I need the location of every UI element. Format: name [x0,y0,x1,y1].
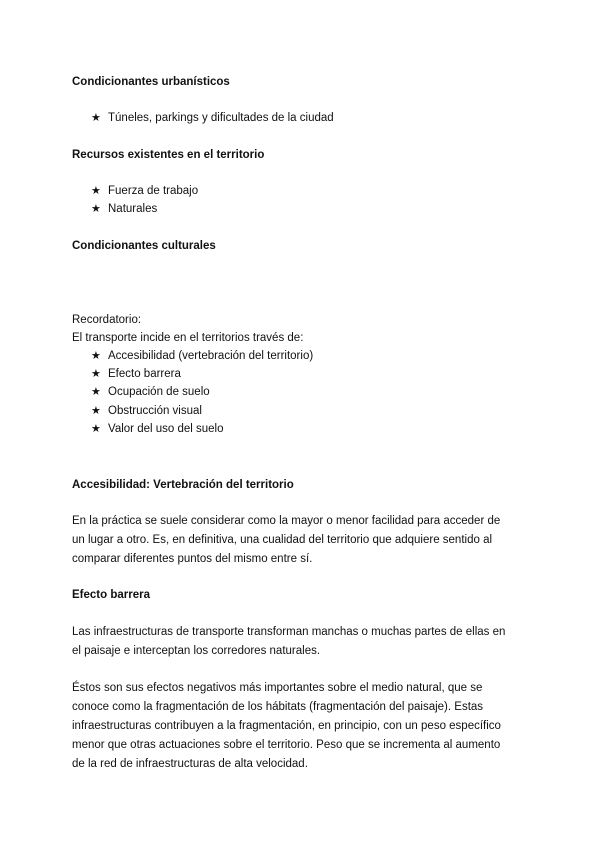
heading-efecto-barrera: Efecto barrera [72,589,150,601]
paragraph-barrera-2 [72,679,532,774]
paragraph-barrera-1 [72,623,532,661]
list-item-text: Ocupación de suelo [108,386,210,398]
list-item-text: Túneles, parkings y dificultades de la ciudad [108,112,334,124]
list-item-text: Fuerza de trabajo [108,185,199,197]
heading-condicionantes-urbanisticos: Condicionantes urbanísticos [72,76,230,88]
star-bullet-icon: ★ [91,386,101,398]
list-item-text: Obstrucción visual [108,405,202,417]
heading-condicionantes-culturales: Condicionantes culturales [72,240,216,252]
paragraph-line: el paisaje e interceptan los corredores naturales. [72,645,321,657]
paragraph-line: En la práctica se suele considerar como la mayor o menor facilidad para acceder de [72,515,501,527]
star-bullet-icon: ★ [91,405,101,417]
star-bullet-icon: ★ [91,185,101,197]
paragraph-line: un lugar a otro. Es, en definitiva, una cualidad del territorio que adquiere sentido al [72,534,493,546]
paragraph-accesibilidad [72,512,532,569]
list-item [91,421,224,437]
list-item-text: Accesibilidad (vertebración del territorio) [108,350,314,362]
star-bullet-icon: ★ [91,423,101,435]
list-item [91,201,157,217]
recordatorio-intro: El transporte incide en el territorios través de: [72,332,304,344]
list-item [91,110,334,126]
list-item [91,384,210,400]
list-item [91,183,198,199]
heading-accesibilidad: Accesibilidad: Vertebración del territorio [72,479,294,491]
star-bullet-icon: ★ [91,203,101,215]
star-bullet-icon: ★ [91,112,101,124]
list-item-text: Valor del uso del suelo [108,423,224,435]
list-item-text: Naturales [108,203,158,215]
paragraph-line: conoce como la fragmentación de los hábitats (fragmentación del paisaje). Estas [72,701,484,713]
list-item [91,348,313,364]
recordatorio-title: Recordatorio: [72,314,142,326]
paragraph-line: de la red de infraestructuras de alta velocidad. [72,758,308,770]
paragraph-line: Las infraestructuras de transporte transforman manchas o muchas partes de ellas en [72,626,506,638]
paragraph-line: comparar diferentes puntos del mismo entre sí. [72,553,313,565]
list-item [91,366,181,382]
paragraph-line: menor que otras actuaciones sobre el territorio. Peso que se incrementa al aumento [72,739,501,751]
star-bullet-icon: ★ [91,368,101,380]
paragraph-line: Éstos son sus efectos negativos más importantes sobre el medio natural, que se [72,682,483,694]
list-item-text: Efecto barrera [108,368,181,380]
star-bullet-icon: ★ [91,350,101,362]
list-item [91,403,202,419]
paragraph-line: infraestructuras contribuyen a la fragmentación, en principio, con un peso específico [72,720,501,732]
heading-recursos-existentes: Recursos existentes en el territorio [72,149,265,161]
